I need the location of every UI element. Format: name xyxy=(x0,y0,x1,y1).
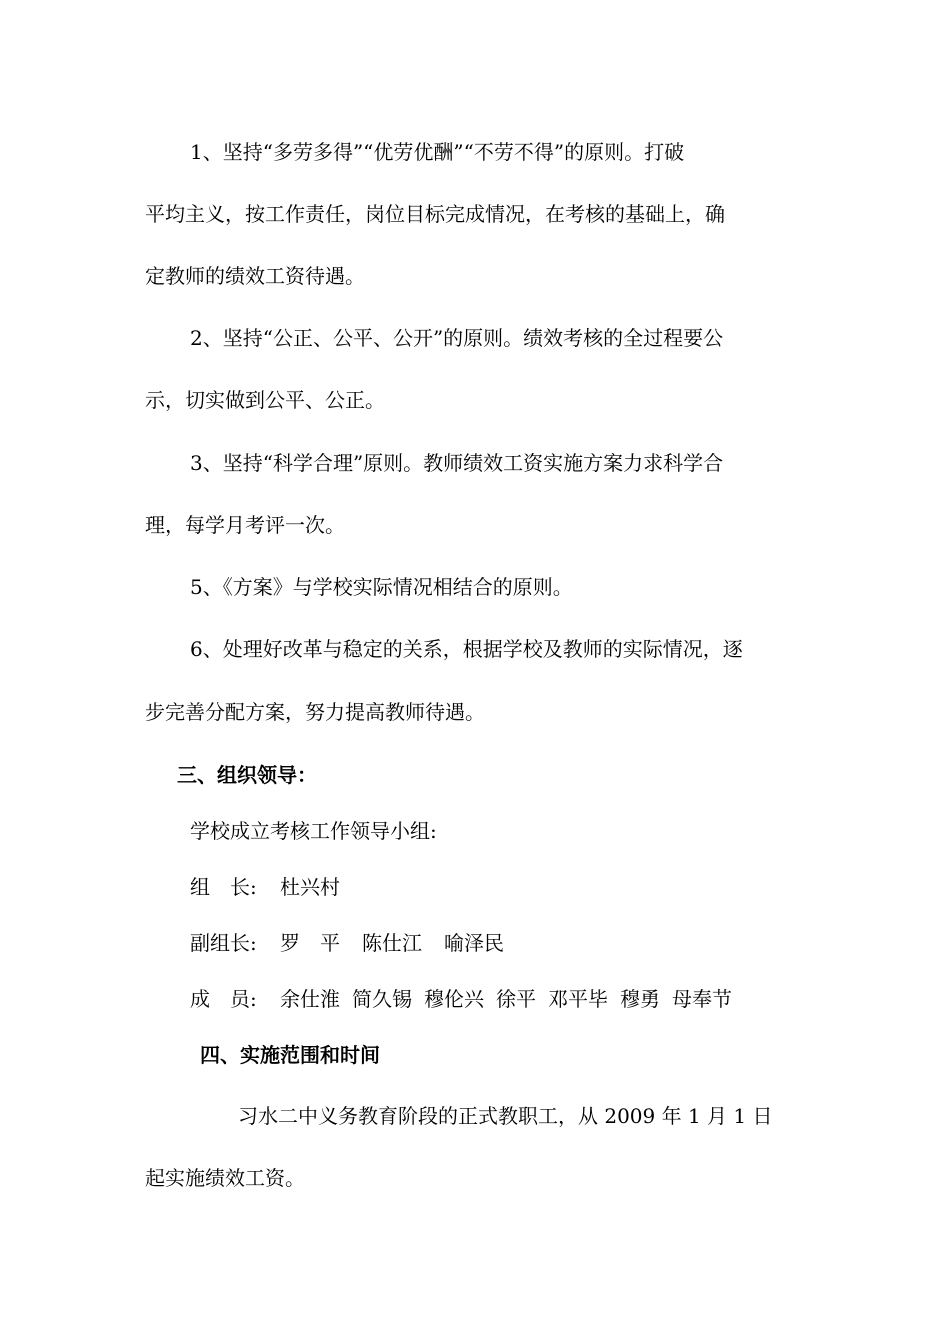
principle-1-line-2: 平均主义，按工作责任，岗位目标完成情况，在考核的基础上，确 xyxy=(145,202,725,226)
deputy-name: 陈仕江 xyxy=(362,931,422,955)
principle-3-line-1: 3、坚持“科学合理”原则。教师绩效工资实施方案力求科学合 xyxy=(190,451,724,475)
member-name: 简久锡 xyxy=(352,987,412,1011)
deputy-name: 喻泽民 xyxy=(444,931,504,955)
member-names xyxy=(280,985,732,1013)
leader-name: 杜兴村 xyxy=(280,875,340,899)
principle-3-line-2: 理，每学月考评一次。 xyxy=(145,513,345,537)
principle-1-line-3: 定教师的绩效工资待遇。 xyxy=(145,264,365,288)
principle-2-line-2: 示，切实做到公平、公正。 xyxy=(145,388,385,412)
scope-line-1: 习水二中义务教育阶段的正式教职工，从 2009 年 1 月 1 日 xyxy=(238,1104,773,1128)
deputy-leader-row xyxy=(190,929,504,957)
leadership-group-intro: 学校成立考核工作领导小组: xyxy=(190,819,437,843)
scope-line-2: 起实施绩效工资。 xyxy=(145,1166,305,1190)
member-label: 成 员: xyxy=(190,987,257,1011)
members-row xyxy=(190,985,732,1013)
deputy-name: 罗 平 xyxy=(280,931,340,955)
member-name: 母奉节 xyxy=(672,987,732,1011)
principle-2-line-1: 2、坚持“公正、公平、公开”的原则。绩效考核的全过程要公 xyxy=(190,326,724,350)
member-name: 徐平 xyxy=(496,987,536,1011)
principle-6-line-2: 步完善分配方案，努力提高教师待遇。 xyxy=(145,700,485,724)
deputy-names xyxy=(280,929,504,957)
deputy-label: 副组长: xyxy=(190,931,257,955)
principle-1-line-1: 1、坚持“多劳多得”“优劳优酬”“不劳不得”的原则。打破 xyxy=(190,140,685,164)
principle-5-line-1: 5、《方案》与学校实际情况相结合的原则。 xyxy=(190,575,573,599)
member-name: 穆勇 xyxy=(620,987,660,1011)
member-name: 余仕淮 xyxy=(280,987,340,1011)
member-name: 邓平毕 xyxy=(548,987,608,1011)
principle-6-line-1: 6、处理好改革与稳定的关系，根据学校及教师的实际情况，逐 xyxy=(190,637,743,661)
leader-label: 组 长: xyxy=(190,875,257,899)
section-4-heading: 四、实施范围和时间 xyxy=(200,1043,380,1067)
leader-row xyxy=(190,873,340,901)
section-3-heading: 三、组织领导： xyxy=(177,763,317,787)
member-name: 穆伦兴 xyxy=(424,987,484,1011)
